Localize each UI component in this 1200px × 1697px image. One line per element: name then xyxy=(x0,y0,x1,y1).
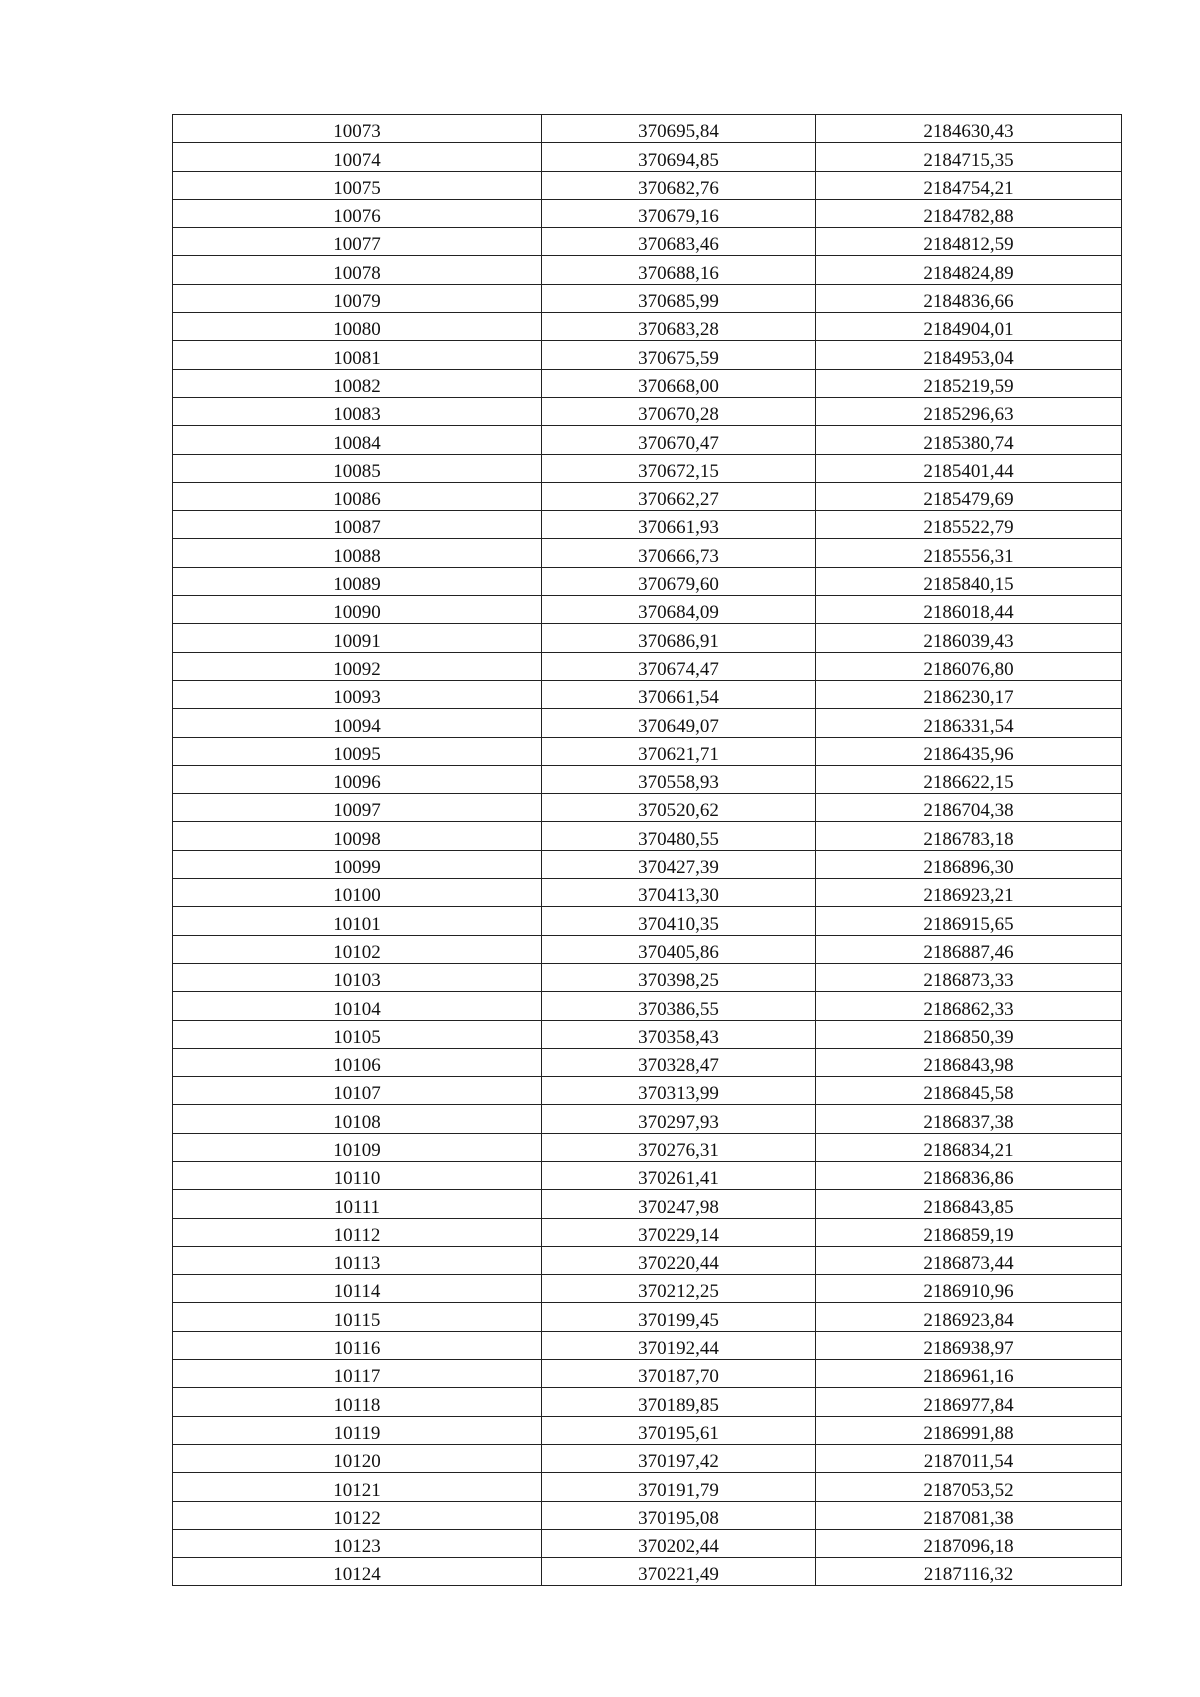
table-row xyxy=(173,1020,1122,1048)
x-coordinate-cell: 370261,41 xyxy=(542,1161,816,1189)
table-row xyxy=(173,1077,1122,1105)
y-coordinate-cell: 2186076,80 xyxy=(816,652,1122,680)
y-coordinate-cell: 2184836,66 xyxy=(816,284,1122,312)
x-coordinate-cell: 370558,93 xyxy=(542,765,816,793)
y-coordinate-cell: 2186862,33 xyxy=(816,992,1122,1020)
y-coordinate-cell: 2186915,65 xyxy=(816,907,1122,935)
y-coordinate-cell: 2186873,44 xyxy=(816,1246,1122,1274)
point-number-cell: 10098 xyxy=(173,822,542,850)
table-row xyxy=(173,511,1122,539)
coordinates-table-body xyxy=(173,115,1122,1586)
table-row xyxy=(173,596,1122,624)
y-coordinate-cell: 2186923,21 xyxy=(816,879,1122,907)
x-coordinate-cell: 370313,99 xyxy=(542,1077,816,1105)
x-coordinate-cell: 370221,49 xyxy=(542,1558,816,1586)
y-coordinate-cell: 2186331,54 xyxy=(816,709,1122,737)
point-number-cell: 10088 xyxy=(173,539,542,567)
point-number-cell: 10090 xyxy=(173,596,542,624)
y-coordinate-cell: 2185401,44 xyxy=(816,454,1122,482)
x-coordinate-cell: 370662,27 xyxy=(542,482,816,510)
table-row xyxy=(173,426,1122,454)
x-coordinate-cell: 370202,44 xyxy=(542,1529,816,1557)
x-coordinate-cell: 370398,25 xyxy=(542,963,816,991)
point-number-cell: 10113 xyxy=(173,1246,542,1274)
point-number-cell: 10083 xyxy=(173,397,542,425)
table-row xyxy=(173,454,1122,482)
y-coordinate-cell: 2186834,21 xyxy=(816,1133,1122,1161)
x-coordinate-cell: 370197,42 xyxy=(542,1444,816,1472)
table-row xyxy=(173,879,1122,907)
y-coordinate-cell: 2186622,15 xyxy=(816,765,1122,793)
table-row xyxy=(173,171,1122,199)
table-row xyxy=(173,1444,1122,1472)
y-coordinate-cell: 2184824,89 xyxy=(816,256,1122,284)
point-number-cell: 10121 xyxy=(173,1473,542,1501)
y-coordinate-cell: 2186783,18 xyxy=(816,822,1122,850)
y-coordinate-cell: 2186850,39 xyxy=(816,1020,1122,1048)
point-number-cell: 10077 xyxy=(173,228,542,256)
y-coordinate-cell: 2184904,01 xyxy=(816,313,1122,341)
y-coordinate-cell: 2186991,88 xyxy=(816,1416,1122,1444)
table-row xyxy=(173,567,1122,595)
point-number-cell: 10089 xyxy=(173,567,542,595)
x-coordinate-cell: 370520,62 xyxy=(542,794,816,822)
y-coordinate-cell: 2187011,54 xyxy=(816,1444,1122,1472)
table-row xyxy=(173,1501,1122,1529)
x-coordinate-cell: 370682,76 xyxy=(542,171,816,199)
x-coordinate-cell: 370668,00 xyxy=(542,369,816,397)
point-number-cell: 10116 xyxy=(173,1331,542,1359)
table-row xyxy=(173,1416,1122,1444)
y-coordinate-cell: 2186837,38 xyxy=(816,1105,1122,1133)
x-coordinate-cell: 370229,14 xyxy=(542,1218,816,1246)
y-coordinate-cell: 2186039,43 xyxy=(816,624,1122,652)
point-number-cell: 10109 xyxy=(173,1133,542,1161)
point-number-cell: 10079 xyxy=(173,284,542,312)
table-row xyxy=(173,228,1122,256)
x-coordinate-cell: 370328,47 xyxy=(542,1048,816,1076)
table-row xyxy=(173,992,1122,1020)
y-coordinate-cell: 2184754,21 xyxy=(816,171,1122,199)
x-coordinate-cell: 370480,55 xyxy=(542,822,816,850)
x-coordinate-cell: 370670,47 xyxy=(542,426,816,454)
table-row xyxy=(173,794,1122,822)
y-coordinate-cell: 2186896,30 xyxy=(816,850,1122,878)
y-coordinate-cell: 2186836,86 xyxy=(816,1161,1122,1189)
y-coordinate-cell: 2185522,79 xyxy=(816,511,1122,539)
y-coordinate-cell: 2185840,15 xyxy=(816,567,1122,595)
point-number-cell: 10117 xyxy=(173,1360,542,1388)
x-coordinate-cell: 370247,98 xyxy=(542,1190,816,1218)
y-coordinate-cell: 2186977,84 xyxy=(816,1388,1122,1416)
table-row xyxy=(173,1275,1122,1303)
table-row xyxy=(173,1529,1122,1557)
point-number-cell: 10093 xyxy=(173,680,542,708)
x-coordinate-cell: 370661,93 xyxy=(542,511,816,539)
x-coordinate-cell: 370686,91 xyxy=(542,624,816,652)
x-coordinate-cell: 370649,07 xyxy=(542,709,816,737)
x-coordinate-cell: 370386,55 xyxy=(542,992,816,1020)
point-number-cell: 10096 xyxy=(173,765,542,793)
y-coordinate-cell: 2187116,32 xyxy=(816,1558,1122,1586)
point-number-cell: 10110 xyxy=(173,1161,542,1189)
table-row xyxy=(173,1246,1122,1274)
x-coordinate-cell: 370212,25 xyxy=(542,1275,816,1303)
x-coordinate-cell: 370683,28 xyxy=(542,313,816,341)
point-number-cell: 10103 xyxy=(173,963,542,991)
x-coordinate-cell: 370674,47 xyxy=(542,652,816,680)
y-coordinate-cell: 2186873,33 xyxy=(816,963,1122,991)
point-number-cell: 10112 xyxy=(173,1218,542,1246)
y-coordinate-cell: 2186230,17 xyxy=(816,680,1122,708)
y-coordinate-cell: 2185219,59 xyxy=(816,369,1122,397)
table-row xyxy=(173,935,1122,963)
y-coordinate-cell: 2185556,31 xyxy=(816,539,1122,567)
point-number-cell: 10080 xyxy=(173,313,542,341)
y-coordinate-cell: 2184715,35 xyxy=(816,143,1122,171)
table-row xyxy=(173,1048,1122,1076)
x-coordinate-cell: 370187,70 xyxy=(542,1360,816,1388)
point-number-cell: 10100 xyxy=(173,879,542,907)
x-coordinate-cell: 370688,16 xyxy=(542,256,816,284)
point-number-cell: 10095 xyxy=(173,737,542,765)
table-row xyxy=(173,1218,1122,1246)
y-coordinate-cell: 2185380,74 xyxy=(816,426,1122,454)
point-number-cell: 10123 xyxy=(173,1529,542,1557)
table-row xyxy=(173,199,1122,227)
point-number-cell: 10099 xyxy=(173,850,542,878)
y-coordinate-cell: 2186843,98 xyxy=(816,1048,1122,1076)
point-number-cell: 10073 xyxy=(173,115,542,143)
point-number-cell: 10104 xyxy=(173,992,542,1020)
x-coordinate-cell: 370410,35 xyxy=(542,907,816,935)
point-number-cell: 10078 xyxy=(173,256,542,284)
table-row xyxy=(173,652,1122,680)
x-coordinate-cell: 370679,60 xyxy=(542,567,816,595)
table-row xyxy=(173,850,1122,878)
y-coordinate-cell: 2184953,04 xyxy=(816,341,1122,369)
point-number-cell: 10086 xyxy=(173,482,542,510)
x-coordinate-cell: 370191,79 xyxy=(542,1473,816,1501)
x-coordinate-cell: 370195,08 xyxy=(542,1501,816,1529)
point-number-cell: 10087 xyxy=(173,511,542,539)
coordinates-table xyxy=(172,114,1122,1586)
table-row xyxy=(173,115,1122,143)
point-number-cell: 10111 xyxy=(173,1190,542,1218)
x-coordinate-cell: 370666,73 xyxy=(542,539,816,567)
table-row xyxy=(173,482,1122,510)
y-coordinate-cell: 2184812,59 xyxy=(816,228,1122,256)
x-coordinate-cell: 370621,71 xyxy=(542,737,816,765)
point-number-cell: 10081 xyxy=(173,341,542,369)
y-coordinate-cell: 2187096,18 xyxy=(816,1529,1122,1557)
point-number-cell: 10101 xyxy=(173,907,542,935)
table-row xyxy=(173,1190,1122,1218)
x-coordinate-cell: 370189,85 xyxy=(542,1388,816,1416)
y-coordinate-cell: 2186859,19 xyxy=(816,1218,1122,1246)
x-coordinate-cell: 370694,85 xyxy=(542,143,816,171)
point-number-cell: 10075 xyxy=(173,171,542,199)
point-number-cell: 10074 xyxy=(173,143,542,171)
point-number-cell: 10102 xyxy=(173,935,542,963)
y-coordinate-cell: 2187053,52 xyxy=(816,1473,1122,1501)
x-coordinate-cell: 370672,15 xyxy=(542,454,816,482)
point-number-cell: 10114 xyxy=(173,1275,542,1303)
table-row xyxy=(173,369,1122,397)
y-coordinate-cell: 2186843,85 xyxy=(816,1190,1122,1218)
table-row xyxy=(173,539,1122,567)
x-coordinate-cell: 370297,93 xyxy=(542,1105,816,1133)
point-number-cell: 10108 xyxy=(173,1105,542,1133)
point-number-cell: 10107 xyxy=(173,1077,542,1105)
table-row xyxy=(173,765,1122,793)
table-row xyxy=(173,284,1122,312)
y-coordinate-cell: 2186887,46 xyxy=(816,935,1122,963)
y-coordinate-cell: 2186910,96 xyxy=(816,1275,1122,1303)
point-number-cell: 10124 xyxy=(173,1558,542,1586)
table-row xyxy=(173,1388,1122,1416)
table-row xyxy=(173,737,1122,765)
point-number-cell: 10082 xyxy=(173,369,542,397)
x-coordinate-cell: 370675,59 xyxy=(542,341,816,369)
point-number-cell: 10122 xyxy=(173,1501,542,1529)
x-coordinate-cell: 370358,43 xyxy=(542,1020,816,1048)
x-coordinate-cell: 370670,28 xyxy=(542,397,816,425)
y-coordinate-cell: 2186704,38 xyxy=(816,794,1122,822)
point-number-cell: 10076 xyxy=(173,199,542,227)
table-row xyxy=(173,341,1122,369)
point-number-cell: 10094 xyxy=(173,709,542,737)
y-coordinate-cell: 2186018,44 xyxy=(816,596,1122,624)
point-number-cell: 10084 xyxy=(173,426,542,454)
table-row xyxy=(173,1331,1122,1359)
table-row xyxy=(173,822,1122,850)
table-row xyxy=(173,1473,1122,1501)
x-coordinate-cell: 370661,54 xyxy=(542,680,816,708)
y-coordinate-cell: 2186845,58 xyxy=(816,1077,1122,1105)
table-row xyxy=(173,624,1122,652)
point-number-cell: 10091 xyxy=(173,624,542,652)
table-row xyxy=(173,907,1122,935)
point-number-cell: 10106 xyxy=(173,1048,542,1076)
x-coordinate-cell: 370685,99 xyxy=(542,284,816,312)
x-coordinate-cell: 370427,39 xyxy=(542,850,816,878)
y-coordinate-cell: 2185479,69 xyxy=(816,482,1122,510)
y-coordinate-cell: 2186435,96 xyxy=(816,737,1122,765)
table-row xyxy=(173,397,1122,425)
x-coordinate-cell: 370683,46 xyxy=(542,228,816,256)
y-coordinate-cell: 2186938,97 xyxy=(816,1331,1122,1359)
x-coordinate-cell: 370195,61 xyxy=(542,1416,816,1444)
table-row xyxy=(173,1105,1122,1133)
table-row xyxy=(173,709,1122,737)
table-row xyxy=(173,256,1122,284)
point-number-cell: 10092 xyxy=(173,652,542,680)
table-row xyxy=(173,313,1122,341)
y-coordinate-cell: 2187081,38 xyxy=(816,1501,1122,1529)
table-row xyxy=(173,963,1122,991)
y-coordinate-cell: 2184782,88 xyxy=(816,199,1122,227)
table-row xyxy=(173,143,1122,171)
x-coordinate-cell: 370220,44 xyxy=(542,1246,816,1274)
table-row xyxy=(173,1558,1122,1586)
y-coordinate-cell: 2185296,63 xyxy=(816,397,1122,425)
point-number-cell: 10115 xyxy=(173,1303,542,1331)
point-number-cell: 10105 xyxy=(173,1020,542,1048)
y-coordinate-cell: 2186961,16 xyxy=(816,1360,1122,1388)
point-number-cell: 10119 xyxy=(173,1416,542,1444)
y-coordinate-cell: 2184630,43 xyxy=(816,115,1122,143)
table-row xyxy=(173,1133,1122,1161)
point-number-cell: 10097 xyxy=(173,794,542,822)
x-coordinate-cell: 370192,44 xyxy=(542,1331,816,1359)
x-coordinate-cell: 370199,45 xyxy=(542,1303,816,1331)
point-number-cell: 10120 xyxy=(173,1444,542,1472)
x-coordinate-cell: 370405,86 xyxy=(542,935,816,963)
x-coordinate-cell: 370276,31 xyxy=(542,1133,816,1161)
point-number-cell: 10085 xyxy=(173,454,542,482)
table-row xyxy=(173,1303,1122,1331)
table-row xyxy=(173,1161,1122,1189)
x-coordinate-cell: 370413,30 xyxy=(542,879,816,907)
x-coordinate-cell: 370684,09 xyxy=(542,596,816,624)
y-coordinate-cell: 2186923,84 xyxy=(816,1303,1122,1331)
x-coordinate-cell: 370679,16 xyxy=(542,199,816,227)
table-row xyxy=(173,1360,1122,1388)
x-coordinate-cell: 370695,84 xyxy=(542,115,816,143)
table-row xyxy=(173,680,1122,708)
point-number-cell: 10118 xyxy=(173,1388,542,1416)
